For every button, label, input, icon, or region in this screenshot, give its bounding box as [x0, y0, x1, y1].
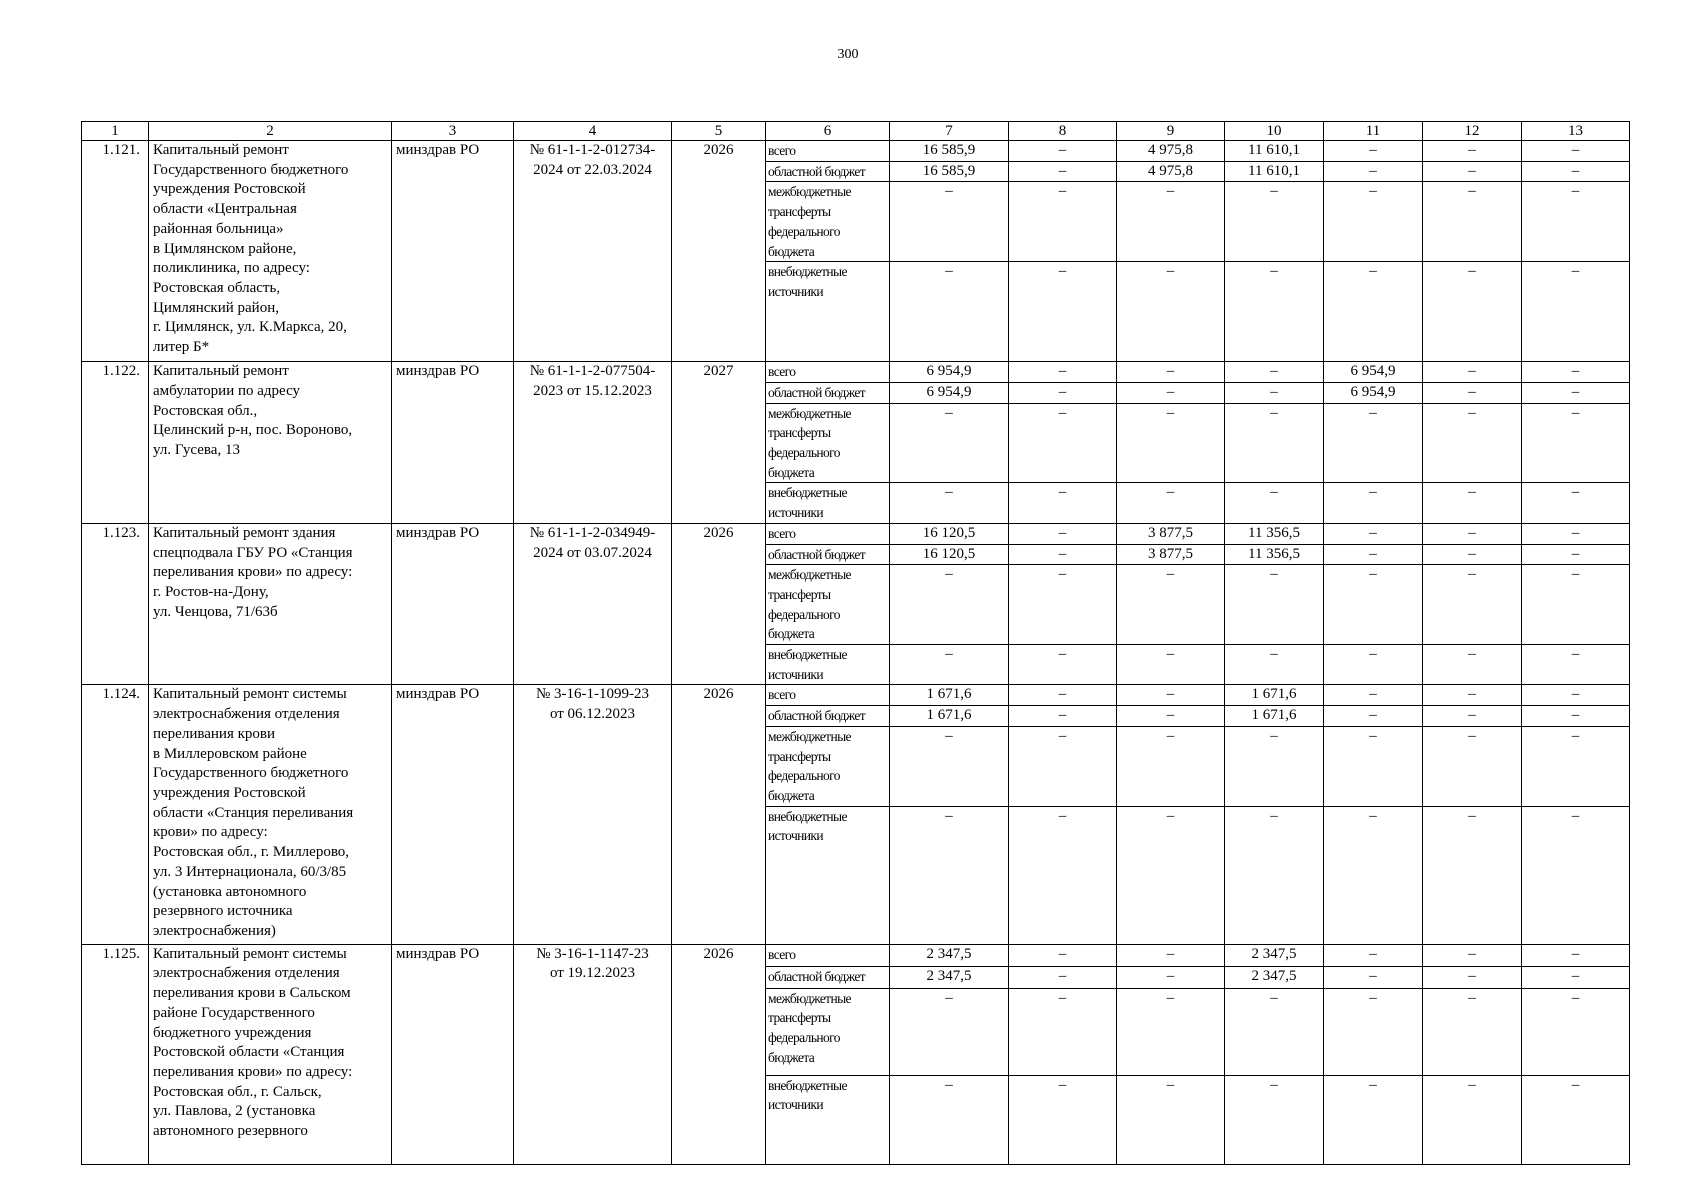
column-header: 2: [149, 122, 392, 141]
customer: минздрав РО: [392, 523, 514, 685]
funding-source-vnebyudzhet: внебюджетные источники: [766, 806, 890, 944]
value-cell: –: [1522, 182, 1630, 262]
value-cell: –: [1324, 141, 1423, 162]
value-cell: –: [1522, 544, 1630, 565]
value-cell: –: [1324, 944, 1423, 966]
value-cell: –: [890, 1075, 1009, 1164]
row-number: 1.124.: [82, 685, 149, 944]
value-cell: –: [890, 988, 1009, 1075]
table-row: [82, 944, 1630, 966]
value-cell: 11 356,5: [1225, 523, 1324, 544]
document-ref: № 3-16-1-1147-23 от 19.12.2023: [514, 944, 672, 1164]
column-header-row: [82, 122, 1630, 141]
table-row: [82, 523, 1630, 544]
value-cell: –: [1522, 362, 1630, 383]
row-number: 1.125.: [82, 944, 149, 1164]
value-cell: –: [1225, 645, 1324, 685]
value-cell: –: [1522, 523, 1630, 544]
value-cell: 6 954,9: [1324, 382, 1423, 403]
value-cell: –: [1117, 483, 1225, 523]
value-cell: –: [1117, 685, 1225, 706]
value-cell: –: [890, 262, 1009, 362]
value-cell: –: [1423, 726, 1522, 806]
value-cell: 1 671,6: [890, 706, 1009, 727]
value-cell: –: [1522, 483, 1630, 523]
value-cell: –: [1522, 706, 1630, 727]
value-cell: 6 954,9: [890, 382, 1009, 403]
funding-source-vsego: всего: [766, 523, 890, 544]
funding-source-mezhbyudzhet: межбюджетные трансферты федерального бюджета: [766, 182, 890, 262]
value-cell: –: [1423, 403, 1522, 483]
value-cell: –: [1522, 726, 1630, 806]
value-cell: –: [1324, 544, 1423, 565]
value-cell: –: [1522, 806, 1630, 944]
value-cell: –: [1117, 988, 1225, 1075]
column-header: 8: [1009, 122, 1117, 141]
project-name: Капитальный ремонт амбулатории по адресу Ростовская обл., Целинский р-н, пос. Вороново, ул. Гусева, 13: [149, 362, 392, 524]
value-cell: –: [1324, 182, 1423, 262]
value-cell: –: [1009, 806, 1117, 944]
value-cell: –: [1117, 362, 1225, 383]
value-cell: –: [1009, 182, 1117, 262]
value-cell: –: [1117, 944, 1225, 966]
value-cell: –: [1117, 706, 1225, 727]
value-cell: –: [890, 182, 1009, 262]
document-ref: № 3-16-1-1099-23 от 06.12.2023: [514, 685, 672, 944]
value-cell: –: [1117, 182, 1225, 262]
funding-source-vsego: всего: [766, 685, 890, 706]
value-cell: –: [1009, 161, 1117, 182]
row-number: 1.121.: [82, 141, 149, 362]
value-cell: –: [1009, 544, 1117, 565]
customer: минздрав РО: [392, 944, 514, 1164]
year: 2026: [672, 523, 766, 685]
table-row: [82, 685, 1630, 706]
value-cell: –: [890, 483, 1009, 523]
column-header: 13: [1522, 122, 1630, 141]
value-cell: –: [1324, 1075, 1423, 1164]
value-cell: –: [1522, 382, 1630, 403]
value-cell: –: [1225, 726, 1324, 806]
value-cell: –: [1423, 262, 1522, 362]
value-cell: –: [1423, 141, 1522, 162]
value-cell: –: [1324, 645, 1423, 685]
value-cell: 16 120,5: [890, 523, 1009, 544]
value-cell: –: [1225, 988, 1324, 1075]
value-cell: –: [1009, 966, 1117, 988]
project-name: Капитальный ремонт здания спецподвала ГБУ РО «Станция переливания крови» по адресу: г. Ростов-на-Дону, ул. Ченцова, 71/63б: [149, 523, 392, 685]
value-cell: –: [1423, 706, 1522, 727]
value-cell: –: [1423, 182, 1522, 262]
value-cell: –: [1117, 806, 1225, 944]
document-ref: № 61-1-1-2-077504- 2023 от 15.12.2023: [514, 362, 672, 524]
value-cell: –: [1324, 161, 1423, 182]
value-cell: –: [1117, 726, 1225, 806]
column-header: 12: [1423, 122, 1522, 141]
row-number: 1.123.: [82, 523, 149, 685]
value-cell: –: [1009, 141, 1117, 162]
column-header: 1: [82, 122, 149, 141]
value-cell: –: [1522, 403, 1630, 483]
funding-source-vnebyudzhet: внебюджетные источники: [766, 483, 890, 523]
value-cell: –: [890, 565, 1009, 645]
value-cell: –: [1117, 645, 1225, 685]
row-number: 1.122.: [82, 362, 149, 524]
value-cell: –: [1423, 645, 1522, 685]
value-cell: –: [1423, 544, 1522, 565]
year: 2026: [672, 944, 766, 1164]
value-cell: –: [1117, 1075, 1225, 1164]
funding-source-vnebyudzhet: внебюджетные источники: [766, 1075, 890, 1164]
funding-source-mezhbyudzhet: межбюджетные трансферты федерального бюджета: [766, 403, 890, 483]
value-cell: –: [1324, 685, 1423, 706]
value-cell: –: [1225, 403, 1324, 483]
value-cell: –: [1009, 565, 1117, 645]
value-cell: –: [1522, 1075, 1630, 1164]
value-cell: –: [1324, 483, 1423, 523]
value-cell: –: [1117, 403, 1225, 483]
value-cell: –: [1117, 382, 1225, 403]
value-cell: –: [1423, 966, 1522, 988]
column-header: 5: [672, 122, 766, 141]
value-cell: –: [1423, 362, 1522, 383]
funding-source-mezhbyudzhet: межбюджетные трансферты федерального бюджета: [766, 726, 890, 806]
value-cell: 11 356,5: [1225, 544, 1324, 565]
value-cell: –: [890, 726, 1009, 806]
customer: минздрав РО: [392, 685, 514, 944]
value-cell: 2 347,5: [1225, 966, 1324, 988]
value-cell: –: [1009, 382, 1117, 403]
page-number: 300: [837, 47, 859, 62]
funding-source-oblast: областной бюджет: [766, 706, 890, 727]
value-cell: –: [1522, 161, 1630, 182]
value-cell: –: [1423, 1075, 1522, 1164]
value-cell: 1 671,6: [1225, 685, 1324, 706]
value-cell: –: [1225, 806, 1324, 944]
value-cell: –: [1423, 944, 1522, 966]
funding-source-oblast: областной бюджет: [766, 382, 890, 403]
value-cell: –: [1324, 523, 1423, 544]
project-name: Капитальный ремонт Государственного бюджетного учреждения Ростовской области «Центральная районная больница» в Цимлянском районе, поликлиника, по адресу: Ростовская область, Цимлянский район, г. Цимлянск, ул. К.Маркса, 20, литер Б*: [149, 141, 392, 362]
year: 2027: [672, 362, 766, 524]
year: 2026: [672, 141, 766, 362]
value-cell: –: [1324, 565, 1423, 645]
value-cell: –: [1324, 262, 1423, 362]
value-cell: –: [1009, 726, 1117, 806]
value-cell: –: [1009, 403, 1117, 483]
table-row: [82, 141, 1630, 162]
column-header: 11: [1324, 122, 1423, 141]
value-cell: –: [1009, 706, 1117, 727]
value-cell: –: [1423, 806, 1522, 944]
value-cell: –: [1009, 483, 1117, 523]
funding-source-mezhbyudzhet: межбюджетные трансферты федерального бюджета: [766, 565, 890, 645]
value-cell: –: [1117, 966, 1225, 988]
value-cell: 2 347,5: [1225, 944, 1324, 966]
value-cell: 4 975,8: [1117, 161, 1225, 182]
funding-source-vsego: всего: [766, 944, 890, 966]
value-cell: –: [890, 403, 1009, 483]
value-cell: –: [1324, 988, 1423, 1075]
column-header: 10: [1225, 122, 1324, 141]
funding-source-oblast: областной бюджет: [766, 966, 890, 988]
value-cell: –: [1324, 726, 1423, 806]
value-cell: –: [1423, 523, 1522, 544]
value-cell: –: [1009, 988, 1117, 1075]
funding-source-vnebyudzhet: внебюджетные источники: [766, 262, 890, 362]
value-cell: –: [1522, 645, 1630, 685]
year: 2026: [672, 685, 766, 944]
value-cell: –: [1423, 988, 1522, 1075]
funding-source-oblast: областной бюджет: [766, 161, 890, 182]
value-cell: –: [1522, 988, 1630, 1075]
value-cell: –: [1324, 966, 1423, 988]
value-cell: –: [1522, 966, 1630, 988]
value-cell: –: [1117, 262, 1225, 362]
value-cell: –: [1324, 706, 1423, 727]
value-cell: –: [1324, 806, 1423, 944]
column-header: 3: [392, 122, 514, 141]
column-header: 4: [514, 122, 672, 141]
value-cell: –: [1423, 483, 1522, 523]
value-cell: 2 347,5: [890, 944, 1009, 966]
customer: минздрав РО: [392, 362, 514, 524]
value-cell: –: [1423, 565, 1522, 645]
funding-source-vsego: всего: [766, 141, 890, 162]
value-cell: –: [1009, 645, 1117, 685]
value-cell: 2 347,5: [890, 966, 1009, 988]
value-cell: –: [1009, 685, 1117, 706]
budget-table: [81, 121, 1630, 1165]
funding-source-oblast: областной бюджет: [766, 544, 890, 565]
value-cell: 16 585,9: [890, 141, 1009, 162]
project-name: Капитальный ремонт системы электроснабжения отделения переливания крови в Миллеровском районе Государственного бюджетного учреждения Ростовской области «Станция переливания крови» по адресу: Ростовская обл., г. Миллерово, ул. 3 Интернационала, 60/3/85 (установка автономного резервного источника электроснабжения): [149, 685, 392, 944]
value-cell: –: [1225, 382, 1324, 403]
value-cell: –: [1522, 141, 1630, 162]
value-cell: 3 877,5: [1117, 523, 1225, 544]
value-cell: –: [1225, 182, 1324, 262]
value-cell: –: [1009, 262, 1117, 362]
value-cell: 16 585,9: [890, 161, 1009, 182]
value-cell: 1 671,6: [1225, 706, 1324, 727]
column-header: 7: [890, 122, 1009, 141]
value-cell: 1 671,6: [890, 685, 1009, 706]
value-cell: –: [890, 645, 1009, 685]
customer: минздрав РО: [392, 141, 514, 362]
value-cell: –: [1009, 362, 1117, 383]
value-cell: –: [1225, 262, 1324, 362]
value-cell: –: [1522, 685, 1630, 706]
document-ref: № 61-1-1-2-012734- 2024 от 22.03.2024: [514, 141, 672, 362]
funding-source-vsego: всего: [766, 362, 890, 383]
value-cell: –: [1225, 565, 1324, 645]
value-cell: –: [1009, 944, 1117, 966]
document-ref: № 61-1-1-2-034949- 2024 от 03.07.2024: [514, 523, 672, 685]
value-cell: –: [890, 806, 1009, 944]
value-cell: –: [1117, 565, 1225, 645]
value-cell: –: [1225, 362, 1324, 383]
column-header: 9: [1117, 122, 1225, 141]
value-cell: –: [1423, 161, 1522, 182]
value-cell: –: [1522, 262, 1630, 362]
column-header: 6: [766, 122, 890, 141]
value-cell: 6 954,9: [890, 362, 1009, 383]
value-cell: 16 120,5: [890, 544, 1009, 565]
value-cell: –: [1225, 483, 1324, 523]
funding-source-mezhbyudzhet: межбюджетные трансферты федерального бюджета: [766, 988, 890, 1075]
value-cell: 4 975,8: [1117, 141, 1225, 162]
funding-source-vnebyudzhet: внебюджетные источники: [766, 645, 890, 685]
value-cell: 3 877,5: [1117, 544, 1225, 565]
value-cell: –: [1225, 1075, 1324, 1164]
value-cell: 11 610,1: [1225, 161, 1324, 182]
value-cell: –: [1324, 403, 1423, 483]
value-cell: –: [1522, 565, 1630, 645]
value-cell: –: [1423, 382, 1522, 403]
value-cell: –: [1009, 1075, 1117, 1164]
value-cell: –: [1423, 685, 1522, 706]
value-cell: –: [1522, 944, 1630, 966]
project-name: Капитальный ремонт системы электроснабжения отделения переливания крови в Сальском районе Государственного бюджетного учреждения Ростовской области «Станция переливания крови» по адресу: Ростовская обл., г. Сальск, ул. Павлова, 2 (установка автономного резервного: [149, 944, 392, 1164]
value-cell: –: [1009, 523, 1117, 544]
value-cell: 6 954,9: [1324, 362, 1423, 383]
value-cell: 11 610,1: [1225, 141, 1324, 162]
table-row: [82, 362, 1630, 383]
